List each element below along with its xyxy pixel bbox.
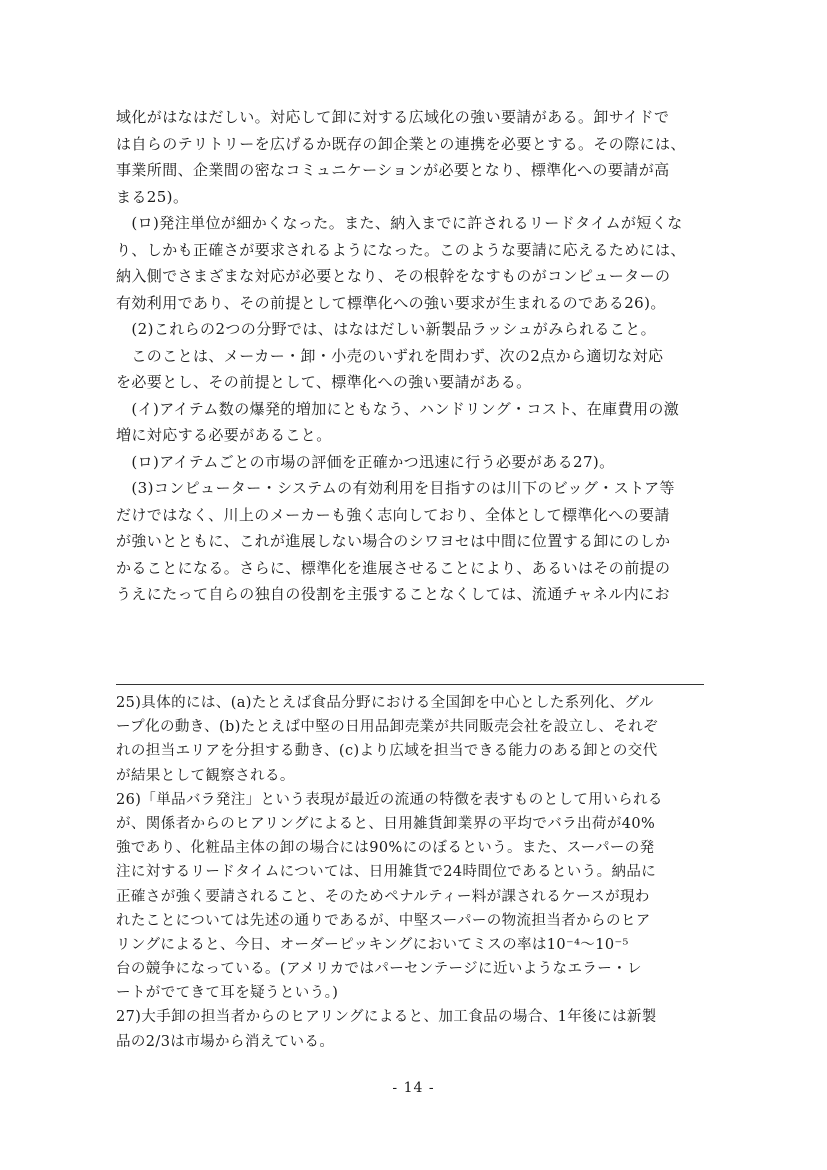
body-line: うえにたって自らの独自の役割を主張することなくしては、流通チャネル内にお [116,585,670,603]
footnote-line: が結果として観察される。 [116,767,295,784]
body-line: 域化がはなはだしい。対応して卸に対する広域化の強い要請がある。卸サイドで [116,108,670,126]
body-line: り、しかも正確さが要求されるようになった。このような要請に応えるためには、 [116,240,686,259]
page-number: - 14 - [392,1080,435,1096]
body-line: 納入側でさまざまな対応が必要となり、その根幹をなすものがコンピューターの [116,267,671,285]
footnote-line: 注に対するリードタイムについては、日用雑貨で24時間位であるという。納品に [116,864,657,881]
footnote-line: ープ化の動き、(b)たとえば中堅の日用品卸売業が共同販売会社を設立し、それぞ [116,719,658,736]
body-line: (ロ)アイテムごとの市場の評価を正確かつ迅速に行う必要がある27)。 [116,452,615,471]
footnote-line: 25)具体的には、(a)たとえば食品分野における全国卸を中心とした系列化、グル [116,695,654,711]
main-text [116,104,716,608]
footnote-line: が、関係者からのヒアリングによると、日用雑貨卸業界の平均でバラ出荷が40% [116,815,656,832]
footnote-line: 27)大手卸の担当者からのヒアリングによると、加工食品の場合、1年後には新製 [116,1009,657,1026]
footnote-divider [116,684,704,685]
footnote-line: れたことについては先述の通りであるが、中堅スーパーの物流担当者からのヒア [116,912,651,929]
footnote-line: 26)「単品バラ発注」という表現が最近の流通の特徴を表すものとして用いられる [116,791,663,808]
footnote-line: リングによると、今日、オーダーピッキングにおいてミスの率は10⁻⁴〜10⁻⁵ [116,936,629,953]
body-line: (イ)アイテム数の爆発的増加にともなう、ハンドリング・コスト、在庫費用の激 [116,399,680,418]
footnotes [116,684,716,1054]
footnote-line: れの担当エリアを分担する動き、(c)より広域を担当できる能力のある卸との交代 [116,743,658,760]
body-line: (3)コンピューター・システムの有効利用を目指すのは川下のビッグ・ストア等 [116,479,675,497]
body-line: を必要とし、その前提として、標準化への強い要請がある。 [116,373,532,391]
footnote-line: ートがでてきて耳を疑うという。) [116,985,339,1002]
body-line: 増に対応する必要があること。 [116,426,332,444]
body-line: 事業所間、企業間の密なコミュニケーションが必要となり、標準化への要請が高 [116,161,670,179]
body-line: (ロ)発注単位が細かくなった。また、納入までに許されるリードタイムが短くな [116,214,683,232]
body-line: (2)これらの2つの分野では、はなはだしい新製品ラッシュがみられること。 [116,320,656,338]
body-line: まる25)。 [116,187,189,206]
footnote-line: 台の競争になっている。(アメリカではパーセンテージに近いようなエラー・レ [116,961,642,978]
body-line: は自らのテリトリーを広げるか既存の卸企業との連携を必要とする。その際には、 [116,134,686,153]
body-line: だけではなく、川上のメーカーも強く志向しており、全体として標準化への要請 [116,505,670,524]
footnote-line: 強であり、化粧品主体の卸の場合には90%にのぼるという。また、スーパーの発 [116,840,655,857]
body-line: かることになる。さらに、標準化を進展させることにより、あるいはその前提の [116,558,671,577]
footnote-line: 品の2/3は市場から消えている。 [116,1033,335,1050]
body-line: が強いとともに、これが進展しない場合のシワヨセは中間に位置する卸にのしか [116,532,671,550]
body-line: 有効利用であり、その前提として標準化への強い要求が生まれるのである26)。 [116,293,666,312]
footnote-line: 正確さが強く要請されること、そのためペナルティー料が課されるケースが現わ [116,888,650,905]
body-line: このことは、メーカー・卸・小売のいずれを問わず、次の2点から適切な対応 [116,346,664,365]
